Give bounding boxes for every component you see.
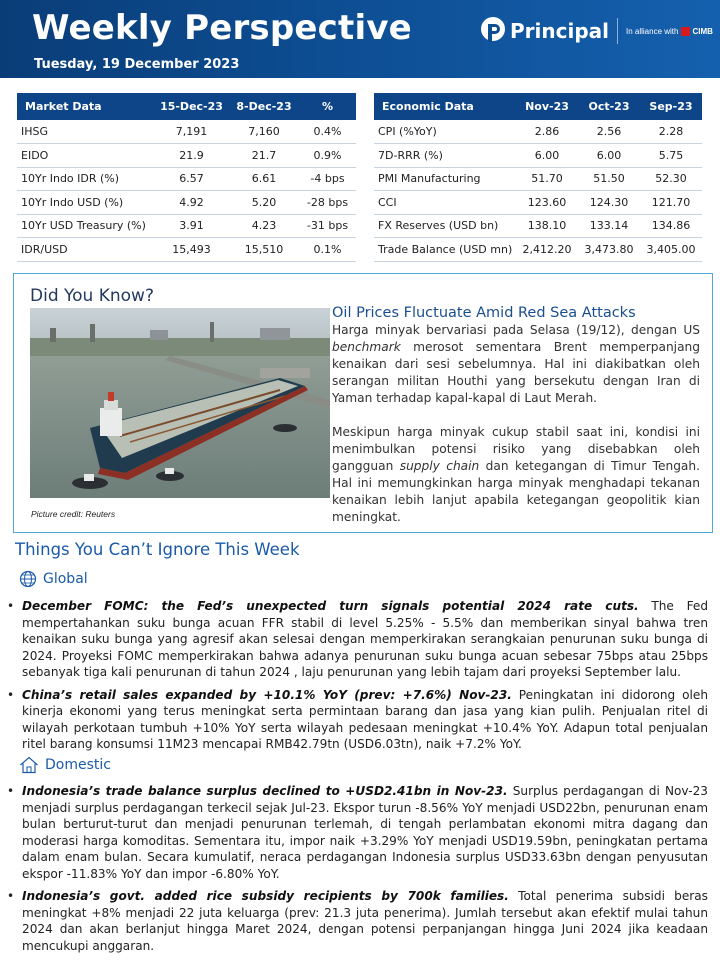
table-cell: 2.86 [516,120,578,144]
row-label: 7D-RRR (%) [374,144,516,168]
table-cell: 3,405.00 [640,238,702,262]
table-cell: 5.75 [640,144,702,168]
news-body: Surplus perdagangan di Nov-23 menjadi surplus perdagangan terkecil sejak Jul-23. Ekspor turun -8.56% YoY menjadi USD22bn, penurunan enam bulan berturut-turut dan menjadi penurunan terlemah, di tengah perlambatan ekonomi mitra dagang dan moderasi harga komoditas. Sementara itu, impor naik +3.29% YoY menjadi USD19.59bn, peningkatan pertama dalam enam bulan. Secara kumulatif, neraca perdagangan Indonesia surplus USD33.63bn dengan penyusutan ekspor -11.83% YoY dan impor -6.80% YoY. [22,784,708,881]
column-header: 15-Dec-23 [154,93,229,120]
table-row [17,120,356,144]
table-cell: 6.57 [154,167,229,191]
table-cell: 0.1% [299,238,356,262]
paragraph-emphasis: supply chain [399,459,480,473]
bullet-dot: • [7,784,15,798]
table-cell: 21.7 [229,144,299,168]
column-header: Sep-23 [640,93,702,120]
table-cell: 2.56 [578,120,640,144]
list-item [6,888,708,954]
domestic-news-list [6,783,708,954]
news-body: Total penerima subsidi beras meningkat +8% menjadi 22 juta keluarga (prev: 21.3 juta penerima). Jumlah tersebut akan efektif mulai tahun 2024 dan akan berlanjut hingga Maret 2024, dengan potensi perpanjangan hingga Juni 2024 jika keadaan mencukupi anggaran. [22,889,708,953]
publication-date: Tuesday, 19 December 2023 [34,57,240,72]
oil-tanker-illustration [30,308,330,498]
article-body [332,322,700,526]
row-label: CPI (%YoY) [374,120,516,144]
row-label: FX Reserves (USD bn) [374,214,516,238]
row-label: PMI Manufacturing [374,167,516,191]
economic-data-table [374,93,702,262]
page-title: Weekly Perspective [32,8,412,48]
page-header [0,0,720,78]
principal-logo-icon [480,16,506,46]
row-label: Trade Balance (USD mn) [374,238,516,262]
table-cell: 138.10 [516,214,578,238]
column-header: Economic Data [374,93,516,120]
table-cell: 124.30 [578,191,640,215]
article-heading: Oil Prices Fluctuate Amid Red Sea Attacks [332,305,636,321]
list-item [6,598,708,681]
table-cell: -31 bps [299,214,356,238]
row-label: IHSG [17,120,154,144]
table-cell: 6.61 [229,167,299,191]
table-cell: 123.60 [516,191,578,215]
paragraph-text: Harga minyak bervariasi pada Selasa (19/12), dengan US [332,323,700,337]
table-cell: 7,160 [229,120,299,144]
table-row [374,191,702,215]
table-cell: -28 bps [299,191,356,215]
bullet-dot: • [7,599,15,613]
domestic-label: Domestic [45,757,111,773]
section-title: Things You Can’t Ignore This Week [15,540,300,559]
table-row [17,144,356,168]
did-you-know-box [13,273,713,533]
table-cell: 3.91 [154,214,229,238]
logo-divider [617,18,618,44]
table-header-row [17,93,356,120]
row-label: IDR/USD [17,238,154,262]
cimb-icon [681,27,690,36]
table-cell: 51.70 [516,167,578,191]
row-label: 10Yr Indo IDR (%) [17,167,154,191]
article-paragraph [332,322,700,407]
bullet-dot: • [7,687,15,702]
table-cell: 15,510 [229,238,299,262]
table-cell: 21.9 [154,144,229,168]
alliance-text: In alliance with [626,26,679,36]
market-data-table [17,93,356,262]
row-label: 10Yr USD Treasury (%) [17,214,154,238]
table-cell: 4.23 [229,214,299,238]
table-cell: 134.86 [640,214,702,238]
table-cell: 0.9% [299,144,356,168]
column-header: Oct-23 [578,93,640,120]
paragraph-text: merosot sementara Brent memperpanjang kenaikan dari sesi sebelumnya. Hal ini diakibatkan oleh serangan militan Houthi yang bersekutu dengan Iran di Yaman terhadap kapal-kapal di Laut Merah. [332,340,700,405]
alliance-note [626,27,713,36]
global-label: Global [43,571,88,587]
table-cell: 52.30 [640,167,702,191]
table-row [374,214,702,238]
paragraph-emphasis: benchmark [332,340,401,354]
logo-name: Principal [510,19,609,43]
row-label: EIDO [17,144,154,168]
house-icon [19,756,39,774]
news-body: The Fed mempertahankan suku bunga acuan FFR stabil di level 5.25% - 5.5% dan memberikan sinyal bahwa tren kenaikan suku bunga yang agresif akan selesai dengan memperkirakan serangkaian penurunan suku bunga di 2024. Proyeksi FOMC memperkirakan bahwa adanya penurunan suku bunga acuan sebesar 75bps atau 25bps sebanyak tiga kali penurunan di tahun 2024 , laju penurunan yang lebih tajam dari proyeksi September lalu. [22,599,709,679]
article-paragraph [332,424,700,526]
column-header: Market Data [17,93,154,120]
table-row [374,238,702,262]
domestic-heading [19,756,111,774]
table-cell: 51.50 [578,167,640,191]
table-row [17,167,356,191]
did-you-know-title: Did You Know? [30,286,154,306]
table-row [374,167,702,191]
table-cell: 2.28 [640,120,702,144]
table-cell: 5.20 [229,191,299,215]
news-headline: China’s retail sales expanded by +10.1% YoY (prev: +7.6%) Nov-23. [22,687,512,702]
list-item [6,687,708,753]
table-cell: 121.70 [640,191,702,215]
global-news-list [6,598,708,753]
bullet-dot: • [7,889,15,903]
table-cell: 4.92 [154,191,229,215]
table-cell: 6.00 [516,144,578,168]
row-label: 10Yr Indo USD (%) [17,191,154,215]
news-headline: December FOMC: the Fed’s unexpected turn signals potential 2024 rate cuts. [22,599,639,613]
table-cell: 3,473.80 [578,238,640,262]
list-item [6,783,708,882]
column-header: % [299,93,356,120]
news-body: Peningkatan ini didorong oleh kinerja ekonomi yang terus meningkat serta permintaan barang dan jasa yang kian pulih. Penjualan ritel di wilayah perkotaan tumbuh +10% YoY serta wilayah pedesaan meningkat +10.4% YoY. Adapun total penjualan ritel barang konsumsi 11M23 mencapai RMB42.79tn (USD6.03tn), naik +7.2% YoY. [22,687,708,751]
table-row [17,238,356,262]
global-heading [19,570,88,588]
column-header: 8-Dec-23 [229,93,299,120]
table-row [17,214,356,238]
photo-credit: Picture credit: Reuters [31,509,116,519]
paragraph-text: Meskipun harga minyak cukup stabil saat ini, kondisi ini menimbulkan potensi risiko yang disebabkan oleh gangguan [332,425,700,473]
table-cell: 15,493 [154,238,229,262]
table-cell: 6.00 [578,144,640,168]
table-row [374,144,702,168]
news-headline: Indonesia’s trade balance surplus declined to +USD2.41bn in Nov-23. [22,784,508,798]
partner-name: CIMB [692,26,713,36]
principal-logo [480,16,713,46]
table-cell: 0.4% [299,120,356,144]
table-header-row [374,93,702,120]
column-header: Nov-23 [516,93,578,120]
table-cell: 7,191 [154,120,229,144]
table-cell: -4 bps [299,167,356,191]
table-row [17,191,356,215]
row-label: CCI [374,191,516,215]
oil-tanker-photo [30,308,330,498]
table-cell: 2,412.20 [516,238,578,262]
globe-icon [19,570,37,588]
news-headline: Indonesia’s govt. added rice subsidy recipients by 700k families. [22,889,509,903]
table-row [374,120,702,144]
table-cell: 133.14 [578,214,640,238]
paragraph-text: dan ketegangan di Timur Tengah. Hal ini memungkinkan harga minyak menghadapi tekanan kenaikan lebih lanjut apabila ketegangan geopolitik kian meningkat. [332,459,700,524]
